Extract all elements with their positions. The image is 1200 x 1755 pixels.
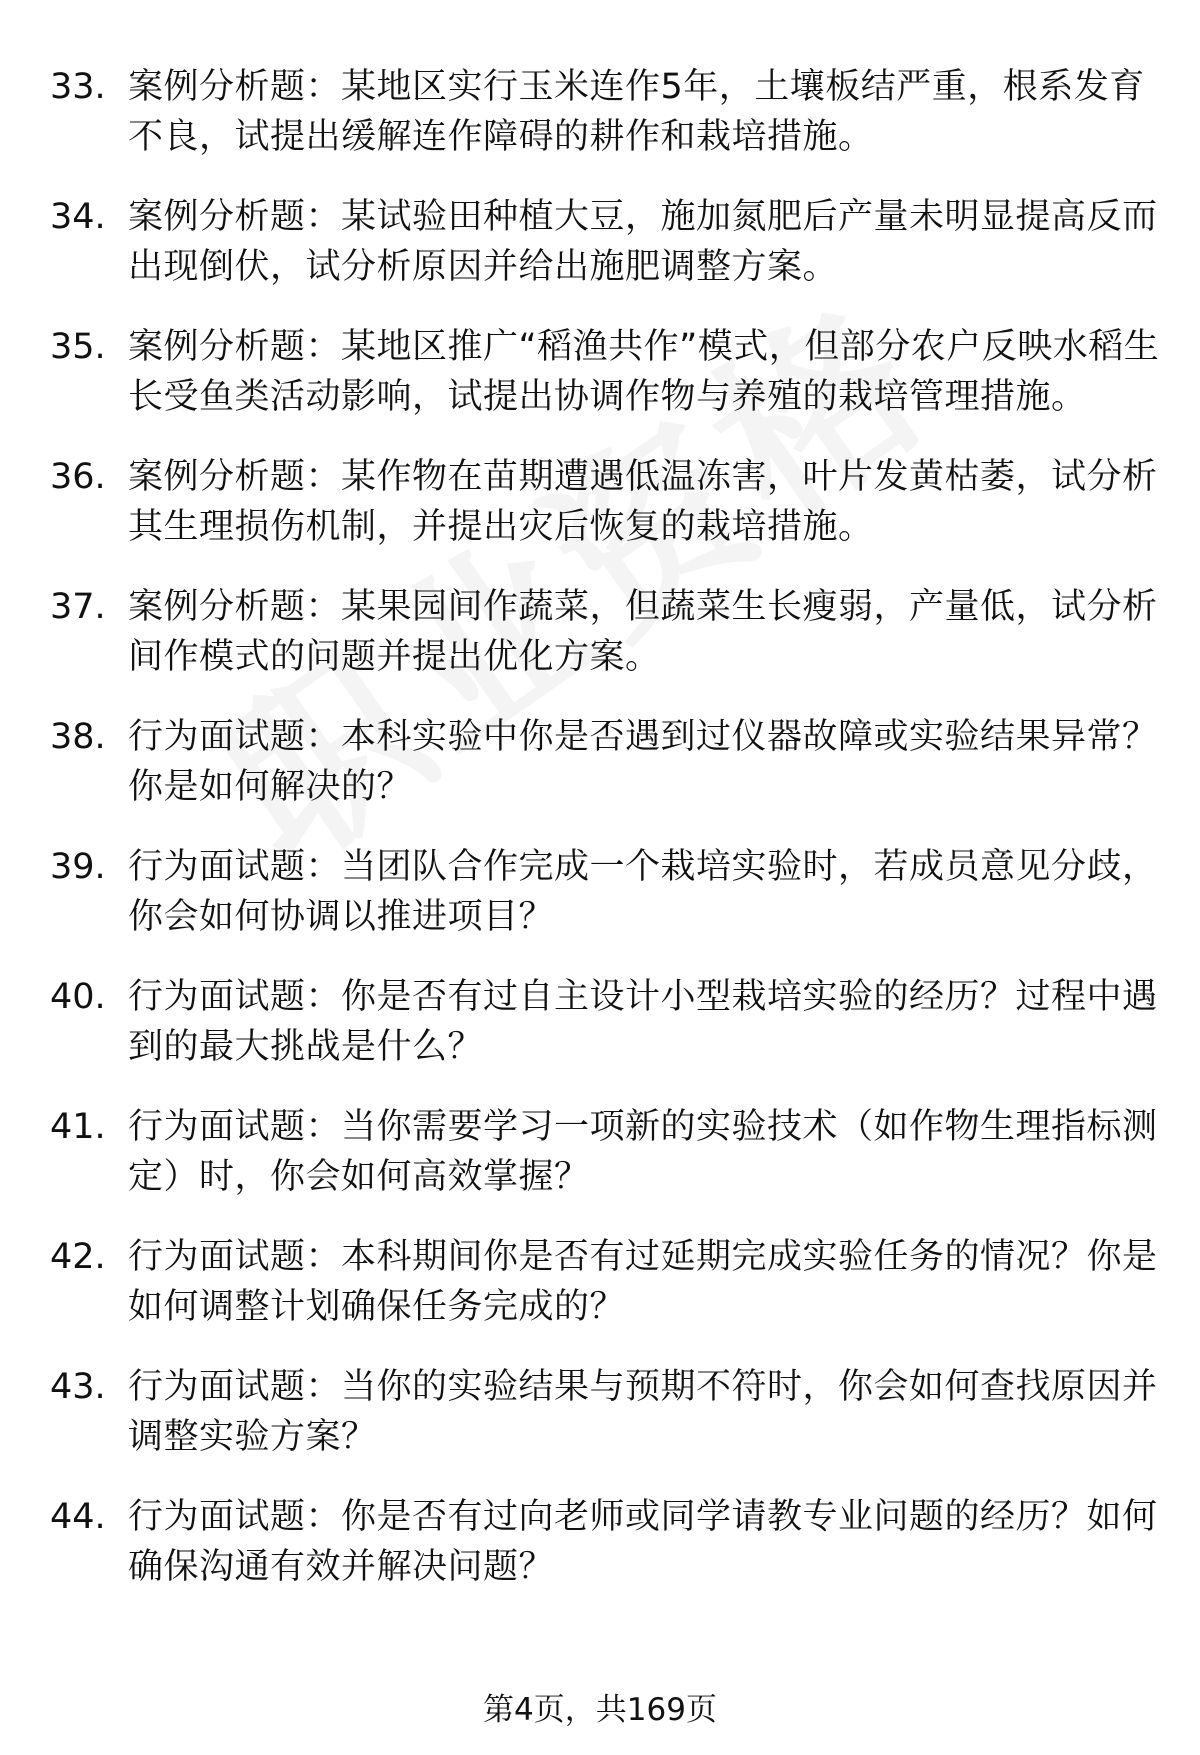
question-item — [50, 452, 1160, 552]
question-list — [50, 62, 1160, 1622]
question-number: 39. — [50, 847, 106, 887]
question-item — [50, 1232, 1160, 1332]
question-text: 行为面试题：你是否有过自主设计小型栽培实验的经历？过程中遇到的最大挑战是什么？ — [128, 977, 1158, 1067]
question-text: 行为面试题：当你的实验结果与预期不符时，你会如何查找原因并调整实验方案？ — [128, 1367, 1158, 1457]
page-footer: 第4页，共169页 — [483, 1692, 717, 1728]
question-text: 案例分析题：某作物在苗期遭遇低温冻害，叶片发黄枯萎，试分析其生理损伤机制，并提出灾后恢复的栽培措施。 — [128, 457, 1158, 547]
question-item — [50, 192, 1160, 292]
question-item — [50, 972, 1160, 1072]
question-number: 37. — [50, 587, 106, 627]
question-number: 38. — [50, 717, 106, 757]
question-number: 43. — [50, 1367, 106, 1407]
question-number: 36. — [50, 457, 106, 497]
question-number: 34. — [50, 197, 106, 237]
question-text: 行为面试题：当你需要学习一项新的实验技术（如作物生理指标测定）时，你会如何高效掌握？ — [128, 1107, 1158, 1197]
question-item — [50, 62, 1160, 162]
question-text: 案例分析题：某果园间作蔬菜，但蔬菜生长瘦弱，产量低，试分析间作模式的问题并提出优化方案。 — [128, 587, 1158, 677]
question-number: 33. — [50, 67, 106, 107]
question-item — [50, 1492, 1160, 1592]
question-number: 44. — [50, 1497, 106, 1537]
question-number: 40. — [50, 977, 106, 1017]
question-item — [50, 712, 1160, 812]
question-number: 35. — [50, 327, 106, 367]
question-text: 行为面试题：本科实验中你是否遇到过仪器故障或实验结果异常？你是如何解决的？ — [128, 717, 1158, 807]
question-text: 行为面试题：当团队合作完成一个栽培实验时，若成员意见分歧，你会如何协调以推进项目？ — [128, 847, 1158, 937]
question-item — [50, 842, 1160, 942]
question-item — [50, 582, 1160, 682]
question-text: 案例分析题：某地区实行玉米连作5年，土壤板结严重，根系发育不良，试提出缓解连作障碍的耕作和栽培措施。 — [128, 67, 1145, 157]
question-item — [50, 1102, 1160, 1202]
question-number: 41. — [50, 1107, 106, 1147]
question-item — [50, 322, 1160, 422]
question-text: 行为面试题：本科期间你是否有过延期完成实验任务的情况？你是如何调整计划确保任务完成的？ — [128, 1237, 1158, 1327]
question-text: 案例分析题：某地区推广“稻渔共作”模式，但部分农户反映水稻生长受鱼类活动影响，试提出协调作物与养殖的栽培管理措施。 — [128, 327, 1160, 417]
question-text: 案例分析题：某试验田种植大豆，施加氮肥后产量未明显提高反而出现倒伏，试分析原因并给出施肥调整方案。 — [128, 197, 1158, 287]
question-text: 行为面试题：你是否有过向老师或同学请教专业问题的经历？如何确保沟通有效并解决问题？ — [128, 1497, 1158, 1587]
question-number: 42. — [50, 1237, 106, 1277]
question-item — [50, 1362, 1160, 1462]
